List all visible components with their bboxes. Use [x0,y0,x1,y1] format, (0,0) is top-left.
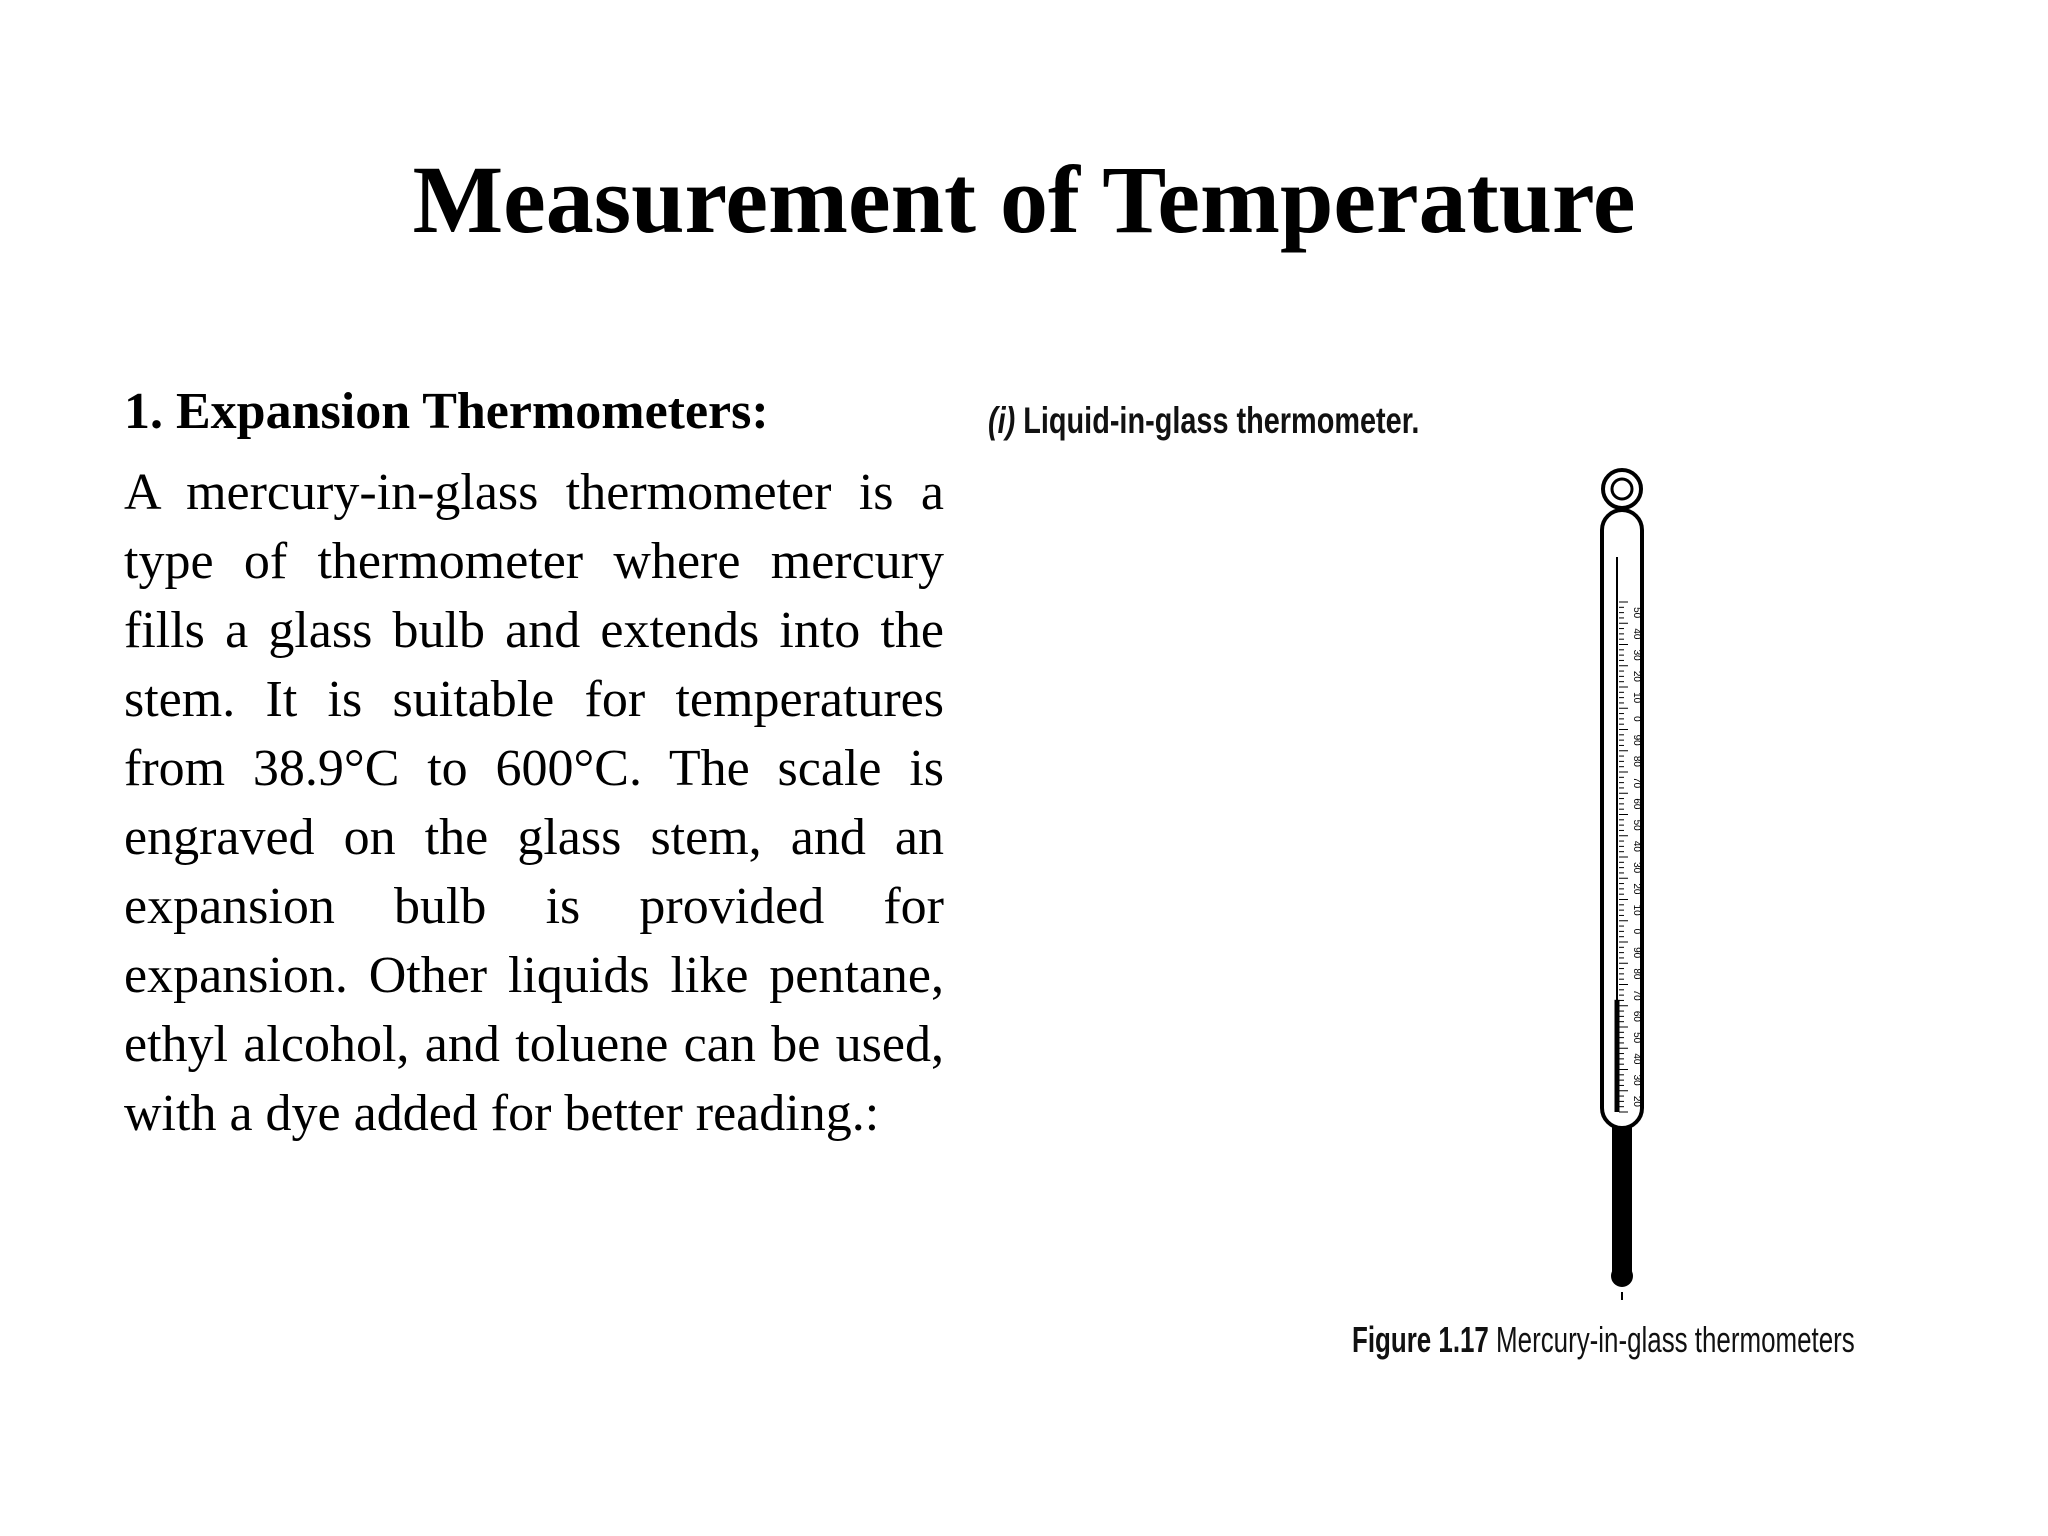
scale-label: 60 [1631,1010,1642,1022]
scale-label: 40 [1631,840,1642,852]
scale-label: 20 [1631,1095,1642,1107]
scale-label: 10 [1631,692,1642,704]
scale-label: 60 [1631,798,1642,810]
scale-label: 90 [1631,734,1642,746]
scale-label: 40 [1631,1053,1642,1065]
figure-label-numeral: (i) [988,400,1016,441]
scale-label: 30 [1631,862,1642,874]
figure-caption [1352,1316,1855,1364]
figure-caption-text: Mercury-in-glass thermometers [1488,1319,1855,1360]
scale-label: 90 [1631,947,1642,959]
scale-label: 10 [1631,904,1642,916]
section-heading: 1. Expansion Thermometers: [124,383,769,440]
scale-label: 50 [1631,607,1642,619]
figure-caption-number: Figure 1.17 [1352,1319,1489,1360]
section-body-text: A mercury-in-glass thermometer is a type of thermometer where mercury fills a glass bulb and extends into the stem. It is suitable for temperatures from 38.9°C to 600°C. The scale is engraved on the glass stem, and an expansion bulb is provided for expansion. Other liquids like pentane, ethyl alcohol, and toluene can be used, with a dye added for better reading.: [124,464,944,1142]
thermometer-stem [1612,1126,1632,1276]
thermometer-illustration [1560,462,1680,1302]
thermometer-expansion-bulb [1612,479,1632,499]
scale-label: 0 [1631,716,1642,722]
scale-label: 50 [1631,1032,1642,1044]
thermometer-top-ring [1603,470,1641,508]
scale-label: 50 [1631,819,1642,831]
scale-label: 40 [1631,628,1642,640]
scale-label: 70 [1631,777,1642,789]
scale-label: 80 [1631,755,1642,767]
figure-label-text: Liquid-in-glass thermometer. [1015,400,1420,441]
thermometer-bulb [1611,1265,1633,1287]
scale-label: 80 [1631,968,1642,980]
slide-title: Measurement of Temperature [412,146,1636,253]
scale-label: 30 [1631,649,1642,661]
scale-label: 30 [1631,1074,1642,1086]
scale-label: 20 [1631,670,1642,682]
scale-label: 70 [1631,989,1642,1001]
mercury-column [1615,1000,1620,1112]
figure-label [988,396,1419,446]
scale-label: 0 [1631,928,1642,935]
scale-label: 20 [1631,883,1642,895]
